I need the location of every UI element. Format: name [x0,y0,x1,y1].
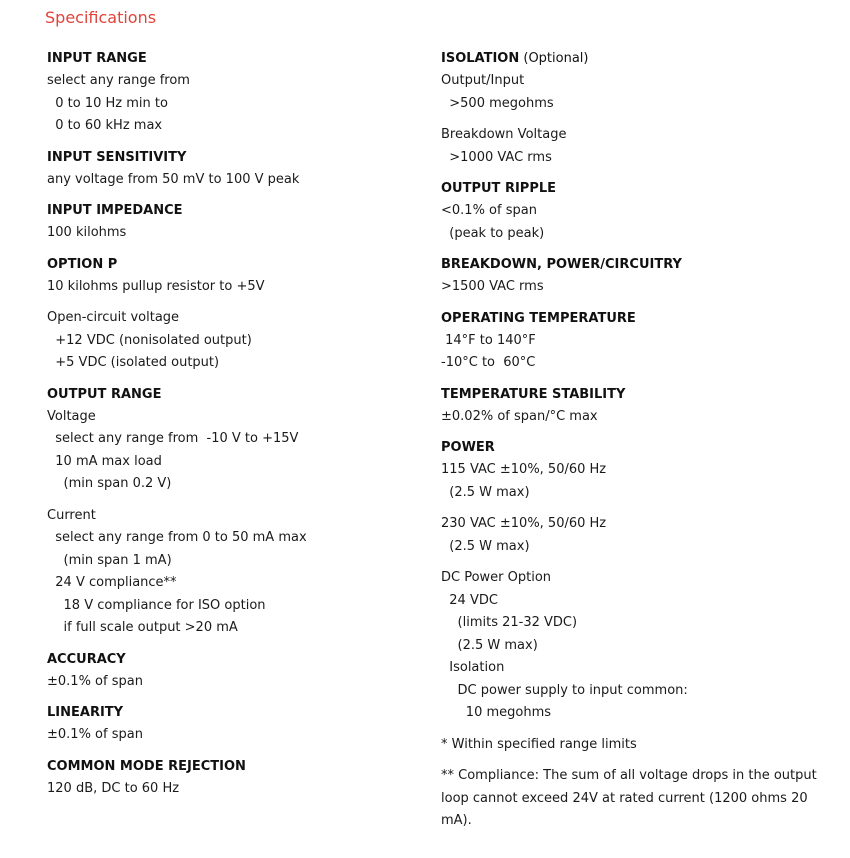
spec-line: >1000 VAC rms [441,149,552,165]
spec-line: +5 VDC (isolated output) [47,355,220,370]
spec-line: (2.5 W max) [441,637,538,653]
page-title: Specifications [45,8,157,27]
spec-line: 100 kilohms [47,225,127,240]
spec-heading-text: OPERATING TEMPERATURE [441,310,636,326]
spec-section-input-impedance [47,200,417,245]
spec-line: 0 to 10 Hz min to [47,95,168,111]
spec-line: ±0.1% of span [47,673,143,689]
spec-heading [441,384,836,406]
spec-line: (min span 0.2 V) [47,476,172,491]
spec-heading-text: OPTION P [47,256,118,272]
spec-footnote: ** Compliance: The sum of all voltage drops in the output loop cannot exceed 24V at rated current (1200 ohms 20 mA). [441,768,817,828]
spec-line: 10 kilohms pullup resistor to +5V [47,278,265,294]
spec-heading-text: COMMON MODE REJECTION [47,758,246,774]
spec-section-common-mode-rejection [47,756,417,801]
spec-line: Output/Input [441,73,525,88]
spec-heading-text: ACCURACY [47,651,126,667]
spec-line: <0.1% of span [441,203,537,218]
spec-line: (peak to peak) [441,225,545,241]
spec-line: >500 megohms [441,95,554,111]
spec-line: select any range from [47,73,190,88]
specs-right-column [441,48,836,842]
spec-heading-text: OUTPUT RANGE [47,386,162,402]
spec-line: 120 dB, DC to 60 Hz [47,780,180,796]
spec-heading [441,254,836,276]
spec-heading [441,437,836,459]
spec-line: Current [47,507,96,523]
spec-line: -10°C to 60°C [441,355,536,370]
spec-line: Voltage [47,408,96,424]
spec-heading [47,147,417,169]
spec-heading-text: INPUT SENSITIVITY [47,149,187,165]
spec-heading-suffix: (Optional) [519,51,589,66]
spec-line: 0 to 60 kHz max [47,118,163,133]
spec-line: 14°F to 140°F [441,332,536,348]
spec-heading-text: OUTPUT RIPPLE [441,181,557,196]
spec-line: 24 V compliance** [47,575,177,590]
spec-section-power [441,437,836,504]
spec-section-input-sensitivity [47,147,417,192]
spec-line: DC Power Option [441,570,552,585]
spec-line: if full scale output >20 mA [47,620,238,635]
spec-heading [441,308,836,330]
spec-section-output-ripple [441,178,836,245]
spec-section-output-range [47,384,417,496]
spec-line: DC power supply to input common: [441,682,688,698]
spec-heading-text: TEMPERATURE STABILITY [441,386,626,402]
spec-line: * Within specified range limits [441,736,637,752]
spec-heading [47,254,417,276]
spec-section-temperature-stability [441,384,836,429]
spec-heading [441,178,836,200]
spec-heading [47,384,417,406]
spec-heading [47,200,417,222]
spec-section-continuation [47,505,417,640]
spec-line: ±0.1% of span [47,727,143,742]
spec-section-accuracy [47,649,417,694]
spec-section-continuation [47,307,417,375]
spec-line: >1500 VAC rms [441,279,544,294]
spec-section-continuation [441,734,836,757]
spec-heading-text: INPUT RANGE [47,51,147,66]
spec-section-continuation [441,567,836,725]
spec-heading-text: BREAKDOWN, POWER/CIRCUITRY [441,257,682,272]
spec-line: 18 V compliance for ISO option [47,597,266,613]
spec-line: Open-circuit voltage [47,310,180,325]
spec-section-continuation [441,124,836,169]
spec-line: select any range from 0 to 50 mA max [47,530,307,545]
spec-line: (min span 1 mA) [47,552,172,568]
spec-line: Isolation [441,660,505,675]
spec-heading-text: INPUT IMPEDANCE [47,203,183,218]
spec-line: 10 megohms [441,705,552,720]
spec-line: any voltage from 50 mV to 100 V peak [47,171,300,187]
spec-heading-text: LINEARITY [47,705,124,720]
spec-heading-text: ISOLATION [441,51,520,66]
spec-line: Breakdown Voltage [441,127,567,142]
spec-line: (2.5 W max) [441,484,530,500]
spec-line: 115 VAC ±10%, 50/60 Hz [441,462,607,477]
spec-section-breakdown-power-circuitry [441,254,836,299]
spec-line: select any range from -10 V to +15V [47,431,299,446]
spec-section-linearity [47,702,417,747]
spec-heading [47,649,417,671]
spec-heading-text: POWER [441,440,495,455]
spec-line: (2.5 W max) [441,538,530,554]
spec-heading [47,702,417,724]
specs-left-column [47,48,417,809]
spec-line: 10 mA max load [47,453,162,469]
spec-line: ±0.02% of span/°C max [441,408,598,424]
spec-section-input-range [47,48,417,138]
spec-section-continuation [441,513,836,558]
spec-section-option-p [47,254,417,299]
spec-section-operating-temperature [441,308,836,375]
spec-heading [441,48,836,70]
spec-line: 230 VAC ±10%, 50/60 Hz [441,516,607,531]
spec-section-continuation [441,765,836,833]
spec-line: +12 VDC (nonisolated output) [47,332,252,348]
spec-section-isolation [441,48,836,115]
spec-line: (limits 21-32 VDC) [441,615,578,630]
spec-heading [47,48,417,70]
spec-line: 24 VDC [441,592,498,608]
spec-heading [47,756,417,778]
